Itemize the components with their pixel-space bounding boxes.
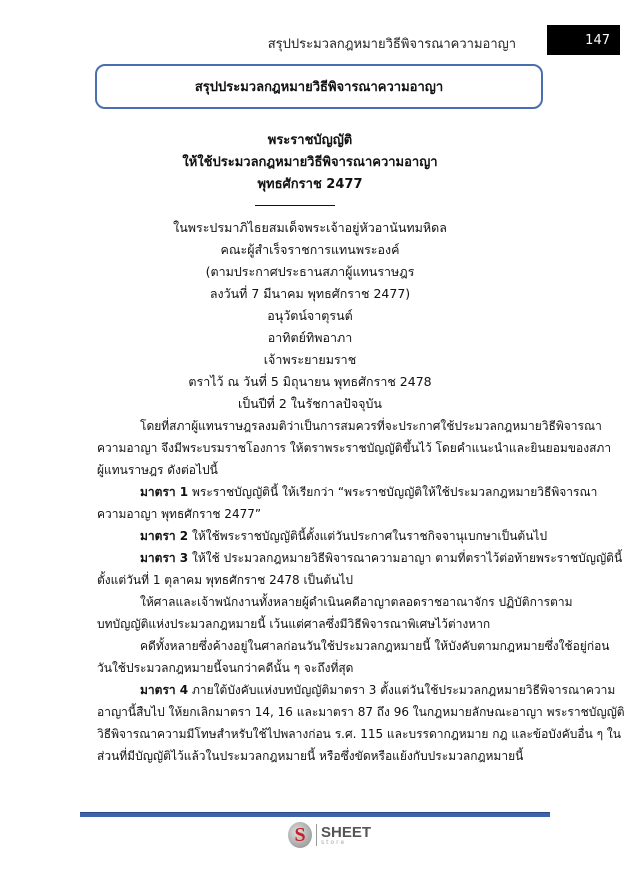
- preamble-line: เป็นปีที่ 2 ในรัชกาลปัจจุบัน: [238, 396, 382, 411]
- line-text: โดยที่สภาผู้แทนราษฎรลงมติว่าเป็นการสมควรที่จะประกาศใช้ประมวลกฎหมายวิธีพิจารณา: [140, 419, 602, 433]
- section-number: มาตรา 4: [140, 683, 189, 697]
- paragraph-line: [97, 525, 548, 547]
- section-paragraph: [97, 525, 548, 547]
- paragraph-line: [97, 591, 573, 613]
- paragraph-line: [97, 635, 610, 657]
- paragraph-line: [97, 547, 623, 569]
- preamble-line: อาทิตย์ทิพอาภา: [267, 330, 353, 345]
- preamble-line: (ตามประกาศประธานสภาผู้แทนราษฎร: [205, 264, 415, 279]
- paragraph-line: [97, 437, 612, 459]
- paragraph-line: [97, 723, 621, 745]
- line-text: คดีทั้งหลายซึ่งค้างอยู่ในศาลก่อนวันใช้ประมวลกฎหมายนี้ ให้บังคับตามกฎหมายซึ่งใช้อยู่ก่อน: [140, 639, 610, 653]
- preamble-line: ตราไว้ ณ วันที่ 5 มิถุนายน พุทธศักราช 2478: [188, 374, 432, 389]
- paragraph-line: [97, 745, 548, 767]
- paragraph: [97, 415, 612, 481]
- paragraph-line: [97, 613, 548, 635]
- preamble-line: คณะผู้สำเร็จราชการแทนพระองค์: [220, 242, 400, 257]
- line-text: ส่วนที่มีบัญญัติไว้แล้วในประมวลกฎหมายนี้ หรือซึ่งขัดหรือแย้งกับประมวลกฎหมายนี้: [97, 749, 524, 763]
- section-paragraph: [97, 547, 623, 591]
- document-body: [97, 415, 625, 767]
- paragraph-line: [97, 701, 625, 723]
- section-paragraph: [97, 679, 625, 767]
- line-text: ความอาญา จึงมีพระบรมราชโองการ ให้ตราพระราชบัญญัติขึ้นไว้ โดยคำแนะนำและยินยอมของสภา: [97, 441, 612, 455]
- paragraph: [97, 591, 573, 635]
- paragraph-line: [97, 569, 548, 591]
- preamble-line: ในพระปรมาภิไธยสมเด็จพระเจ้าอยู่หัวอานันทมหิดล: [173, 220, 447, 235]
- divider-rule: [255, 205, 335, 206]
- section-number: มาตรา 2: [140, 529, 189, 543]
- preamble-line: เจ้าพระยายมราช: [263, 352, 357, 367]
- paragraph-line: [97, 503, 548, 525]
- section-paragraph: [97, 481, 598, 525]
- line-text: ผู้แทนราษฎร ดังต่อไปนี้: [97, 463, 218, 477]
- line-text: ความอาญา พุทธศักราช 2477”: [97, 507, 262, 521]
- line-text: ตั้งแต่วันที่ 1 ตุลาคม พุทธศักราช 2478 เป็นต้นไป: [97, 573, 354, 587]
- line-text: วันใช้ประมวลกฎหมายนี้จนกว่าคดีนั้น ๆ จะถึงที่สุด: [97, 661, 354, 675]
- section-number: มาตรา 3: [140, 551, 189, 565]
- line-text: วิธีพิจารณาความมีโทษสำหรับใช้ไปพลางก่อน ร.ศ. 115 และบรรดากฎหมาย กฎ และข้อบังคับอื่น ๆ ใน: [97, 727, 621, 741]
- line-text: ภายใต้บังคับแห่งบทบัญญัติมาตรา 3 ตั้งแต่วันใช้ประมวลกฎหมายวิธีพิจารณาความ: [191, 683, 616, 697]
- logo-separator: [316, 824, 317, 846]
- sheet-store-logo: [288, 822, 371, 848]
- act-title-line: พระราชบัญญัติ: [267, 133, 353, 148]
- paragraph-line: [97, 481, 598, 503]
- page-number-box: [547, 25, 620, 55]
- paragraph-line: [97, 657, 548, 679]
- paragraph-line: [97, 415, 602, 437]
- logo-sub-text: store: [321, 838, 347, 846]
- chapter-title-box: [95, 64, 543, 109]
- chapter-title: สรุปประมวลกฎหมายวิธีพิจารณาความอาญา: [194, 80, 444, 95]
- line-text: ให้ใช้พระราชบัญญัตินี้ตั้งแต่วันประกาศในราชกิจจานุเบกษาเป็นต้นไป: [191, 529, 548, 543]
- line-text: พระราชบัญญัตินี้ ให้เรียกว่า “พระราชบัญญัติให้ใช้ประมวลกฎหมายวิธีพิจารณา: [191, 485, 598, 499]
- footer-rule: [80, 812, 550, 817]
- logo-main-text: SHEET: [321, 823, 372, 841]
- running-title: สรุปประมวลกฎหมายวิธีพิจารณาความอาญา: [267, 37, 516, 52]
- line-text: อาญานี้สืบไป ให้ยกเลิกมาตรา 14, 16 และมาตรา 87 ถึง 96 ในกฎหมายลักษณะอาญา พระราชบัญญัติ: [97, 705, 625, 719]
- preamble-line: อนุวัตน์จาตุรนต์: [267, 308, 353, 323]
- section-number: มาตรา 1: [140, 485, 189, 499]
- paragraph-line: [97, 679, 616, 701]
- line-text: บทบัญญัติแห่งประมวลกฎหมายนี้ เว้นแต่ศาลซึ่งมีวิธีพิจารณาพิเศษไว้ต่างหาก: [97, 617, 491, 631]
- line-text: ให้ใช้ ประมวลกฎหมายวิธีพิจารณาความอาญา ตามที่ตราไว้ต่อท้ายพระราชบัญญัตินี้: [191, 551, 623, 565]
- logo-s-icon: S: [288, 822, 312, 848]
- paragraph: [97, 635, 610, 679]
- paragraph-line: [97, 459, 548, 481]
- line-text: ให้ศาลและเจ้าพนักงานทั้งหลายผู้ดำเนินคดีอาญาตลอดราชอาณาจักร ปฏิบัติการตาม: [140, 595, 573, 609]
- act-title-line: ให้ใช้ประมวลกฎหมายวิธีพิจารณาความอาญา: [182, 155, 438, 170]
- preamble-line: ลงวันที่ 7 มีนาคม พุทธศักราช 2477): [209, 286, 411, 301]
- page-number: 147: [585, 33, 610, 48]
- act-title-line: พุทธศักราช 2477: [257, 177, 363, 192]
